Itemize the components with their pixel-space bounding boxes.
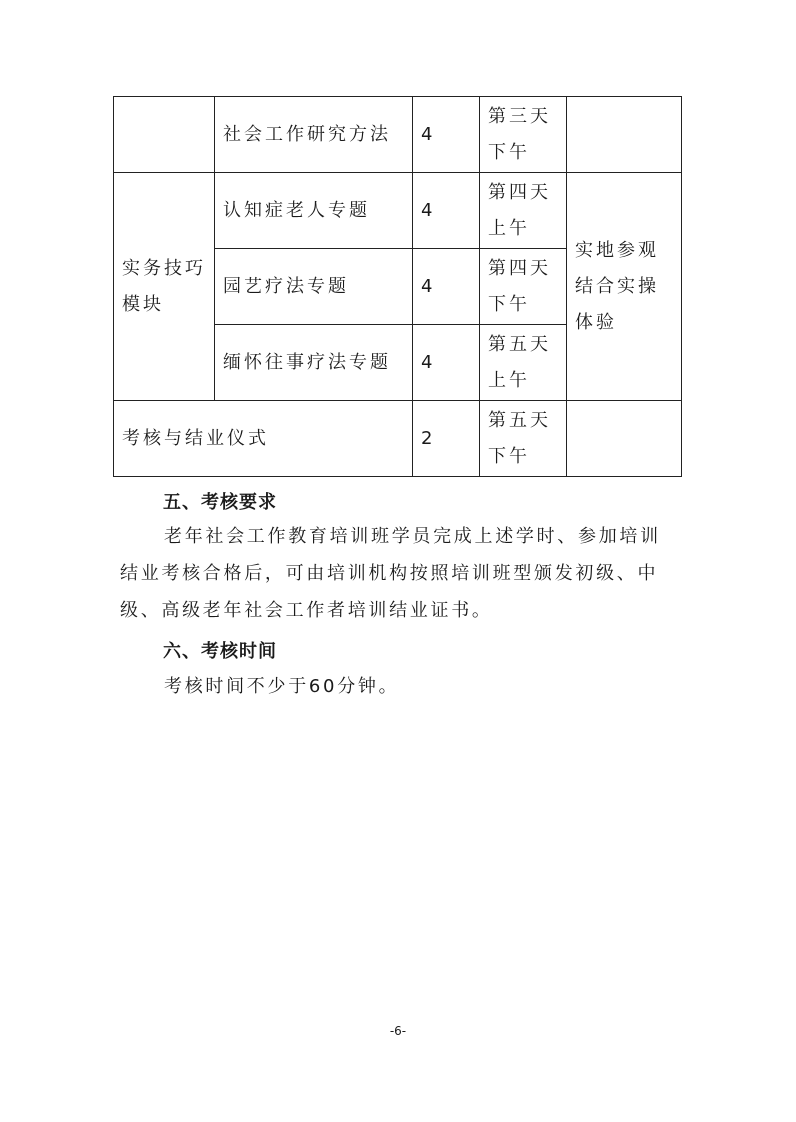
course-hours: 4 — [413, 173, 480, 249]
course-name: 社会工作研究方法 — [215, 97, 413, 173]
section-heading-requirements: 五、考核要求 — [163, 492, 277, 513]
course-name: 缅怀往事疗法专题 — [215, 325, 413, 401]
course-time: 第五天 上午 — [480, 325, 567, 401]
table-row — [114, 401, 682, 477]
course-time: 第三天 下午 — [480, 97, 567, 173]
section-heading-time: 六、考核时间 — [163, 641, 277, 662]
module-cell-empty — [114, 97, 215, 173]
table-row — [114, 173, 682, 249]
course-hours: 4 — [413, 97, 480, 173]
module-name: 实务技巧 模块 — [114, 173, 215, 401]
course-hours: 4 — [413, 325, 480, 401]
course-name: 园艺疗法专题 — [215, 249, 413, 325]
course-hours: 2 — [413, 401, 480, 477]
course-name: 认知症老人专题 — [215, 173, 413, 249]
course-time: 第四天 下午 — [480, 249, 567, 325]
section-body-time: 考核时间不少于60分钟。 — [164, 676, 400, 697]
course-hours: 4 — [413, 249, 480, 325]
page-number: -6- — [389, 1024, 407, 1038]
course-time: 第四天 上午 — [480, 173, 567, 249]
course-name: 考核与结业仪式 — [114, 401, 413, 477]
note-cell-empty — [567, 97, 682, 173]
table-row — [114, 97, 682, 173]
course-note: 实地参观 结合实操 体验 — [567, 173, 682, 401]
schedule-table — [113, 96, 682, 477]
course-time: 第五天 下午 — [480, 401, 567, 477]
section-body-requirements: 老年社会工作教育培训班学员完成上述学时、参加培训结业考核合格后，可由培训机构按照培训班型颁发初级、中级、高级老年社会工作者培训结业证书。 — [120, 526, 661, 621]
note-cell-empty — [567, 401, 682, 477]
